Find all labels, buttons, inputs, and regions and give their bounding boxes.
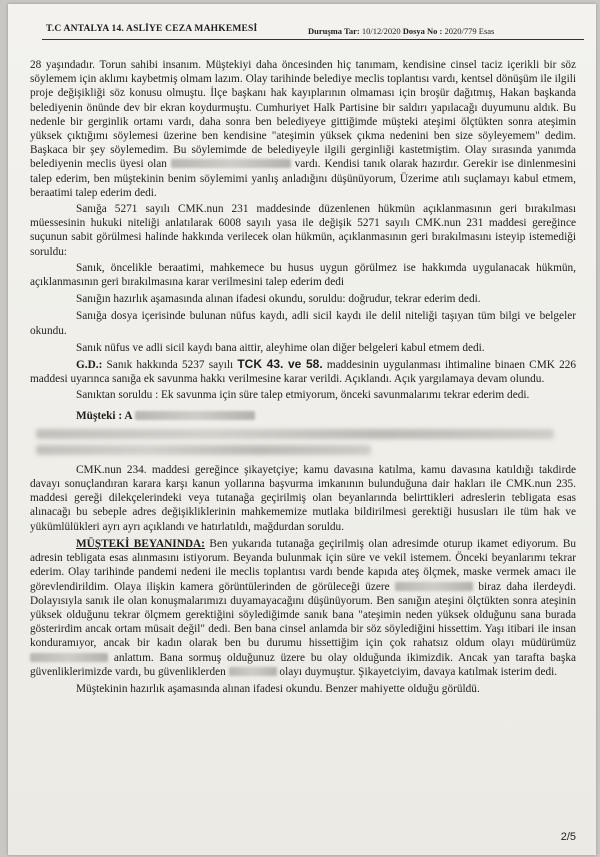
complainant-statement-text-cont: biraz daha ilerdeydi. Dolayısıyla sanık ile olan konuşmalarımızı duyamayacağını düşünüyorum. Ben sanığın ateşini ölçtükten sonra ateşinin yüksek olduğunu tekrar ölçmem gerektiğini söylediğimde sanık bana "ateşimin neden yüksek olduğunu sana burada gösterirdim ancak ortam müsait değil" dedi. Ben bana cinsel anlamda bir söz söylediğini hissettim. Yaşı itibari ile insan konduramıyor, ancak bir kadın olarak ben bu durumu hissettiğim için çok rahatsız oldum olayı müdürümüz [30, 580, 576, 650]
interim-decision-text-cont: maddesinin uygulanması ihtimaline binaen CMK 226 maddesi uyarınca sanığa ek savunma hakkı verilmesine karar verildi. Açıklandı. Açık yargılamaya devam olundu. [30, 359, 577, 386]
redacted-complainant-name [135, 411, 255, 420]
defendant-statement [30, 58, 576, 200]
complainant-statement-label: MÜŞTEKİ BEYANINDA: [76, 537, 205, 550]
file-suffix: Esas [478, 26, 495, 36]
page-header [8, 4, 596, 38]
interim-decision [30, 357, 576, 386]
cmk-231-question: Sanığa 5271 sayılı CMK.nun 231 maddesinde düzenlenen hükmün açıklanmasının geri bırakılması müessesinin hukuki niteliği anlatılarak 6008 sayılı yasa ile değişik 5271 sayılı CMK.nun 231 maddesi gereğince suçunun sabit görülmesi halinde hakkında verilecek olan hükmün, açıklanmasının geri bırakılmasını isteyip istemediği soruldu: [30, 203, 576, 258]
page-number: 2/5 [560, 831, 576, 843]
defendant-statement-text: 28 yaşındadır. Torun sahibi insanım. Müştekiyi daha öncesinden hiç tanımam, kendisine cinsel taciz içerikli bir söz söylemem için aklımı kaybetmiş olmam lazım. Olay tarihinde belediye meclis toplantısı vardı, kentsel dönüşüm ile ilgili proje değişikliği söz konusu olmuştu. İlçe başkanı hak kayıplarının olmaması için broşür dağıtmış, Hakan başkanda belediyenin önünde dev bir ekran koydurmuştu. Cumhuriyet Halk Partisine bir saldırı yapılacağı duyumunu aldık. Bu nedenle bir gerginlik ortamı vardı, daha sonra ben belediyeye gittiğimde müşteki ateşimi ölçtükten sonra ateşimin yüksek çıktığımı söylemesi üzerine ben kendisine "ateşimin yüksek çıkma nedenini ben size söyleyemem" dedim. Başkaca bir şey söylemedim. Bu söylemimde de belediyeyle ilgili gerginliği kastetmiştim. Olay sırasında yanımda belediyenin meclis üyesi olan [30, 59, 576, 171]
redacted-name [30, 653, 108, 662]
file-no: 2020/779 [444, 26, 477, 36]
redacted-line [36, 445, 371, 455]
complainant-preliminary-read: Müştekinin hazırlık aşamasında alınan ifadesi okundu. Benzer mahiyette olduğu görüldü. [76, 682, 480, 695]
hearing-date-label: Duruşma Tar: [308, 26, 360, 36]
records-read: Sanığa dosya içerisinde bulunan nüfus kaydı, adli sicil kaydı ile delil niteliği taşıyan tüm bilgi ve belgeler okundu. [30, 310, 576, 337]
additional-defense-answer: Sanıktan soruldu : Ek savunma için süre talep etmiyorum, önceki savunmalarımı tekrar ederim dedi. [76, 389, 530, 402]
interim-decision-label: G.D.: [76, 359, 103, 372]
complainant-label: Müşteki : [76, 409, 123, 422]
hearing-info [308, 26, 494, 36]
defendant-records-answer: Sanık nüfus ve adli sicil kaydı bana aittir, aleyhime olan diğer belgeleri kabul etmem dedi. [76, 341, 485, 354]
court-name: T.C ANTALYA 14. ASLİYE CEZA MAHKEMESİ [46, 24, 258, 34]
cmk-234-rights: CMK.nun 234. maddesi gereğince şikayetçiye; kamu davasına katılma, kamu davasına katıldığı takdirde davayı sonuçlandıran karara karşı kanun yollarına başvurma imkanının bulunduğuna dair hakları ile CMK.nun 235. maddesi gereği dilekçelerindeki veya tutanağa geçirilmiş olan beyanlarında belirttikleri adreslerin tebligata esas alınacağı bu sebeple adres değişikliklerinin mahkememize mutlaka bildirilmesi gerektiği hususları ile tüm hak ve yükümlülükleri ayrı ayrı açıklandı ve hatırlatıldı, mağdurdan soruldu. [30, 463, 576, 533]
redacted-name [171, 159, 291, 168]
redacted-name [229, 667, 277, 676]
redacted-line [36, 429, 554, 439]
document-page [8, 4, 596, 855]
interim-decision-text: Sanık hakkında 5237 sayılı [106, 359, 234, 372]
complainant-statement-text-cont3: olayı duymuştur. Şikayetciyim, davaya katılmak isterim dedi. [279, 665, 558, 678]
preliminary-statement-read: Sanığın hazırlık aşamasında alınan ifadesi okundu, soruldu: doğrudur, tekrar ederim dedi. [76, 293, 481, 306]
complainant-heading [30, 409, 576, 423]
hearing-date: 10/12/2020 [361, 26, 401, 36]
complainant-statement [30, 537, 576, 679]
redacted-identity-block [36, 429, 576, 455]
redacted-name [395, 582, 473, 591]
file-no-label: Dosya No : [402, 26, 443, 36]
header-divider [42, 39, 584, 40]
complainant-statement-text: Ben yukarıda tutanağa geçirilmiş olan adresimde oturup ikamet ediyorum. Bu adresin tebligata esas alınmasını istiyorum. Beyanda bulunmak için süre ve vekil istemem. Önceki beyanlarımı tekrar ederim. Olay tarihinde pandemi nedeni ile meclis toplantısı vardı bende kapıda ateş ölçmek, maske vermek amacı ile görevlendirildim. Olaya ilişkin kamera görüntülerinden de görüleceği üzere [30, 537, 576, 593]
document-body [30, 58, 576, 698]
complainant-statement-text-cont2: anlattım. Bana sormuş olduğunuz üzere bu olay olduğunda ikimizdik. Ancak yan tarafta başka güvenliklerimizde vardı, bu güvenliklerden [30, 651, 577, 678]
tck-articles: TCK 43. ve 58. [237, 357, 323, 372]
defendant-statement-text-cont: vardı. Kendisi tanık olarak hazırdır. Gerekir ise dinlenmesini talep ederim, ben müştekinin benim söylemimi yanlış anladığını düşünüyorum, Üzerime atılı suçlamayı kabul etmem, beraatimi talep ederim dedi. [30, 158, 577, 199]
complainant-initial: A [124, 409, 132, 422]
defendant-answer-hagb: Sanık, öncelikle beraatimi, mahkemece bu husus uygun görülmez ise hakkımda uygulanacak hükmün, açıklanmasının geri bırakılmasına karar verilmesini talep ederim dedi [30, 261, 576, 289]
